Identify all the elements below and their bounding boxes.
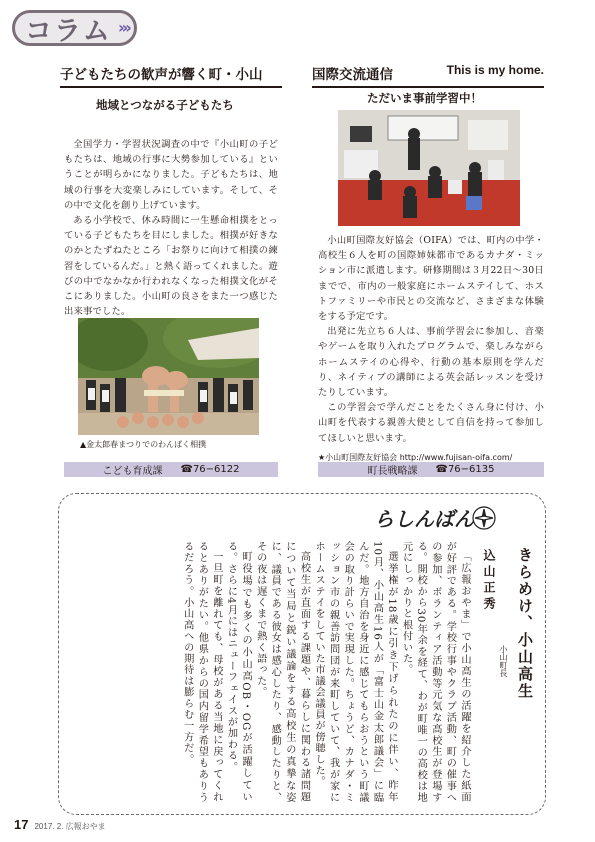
- column-title: コラム: [25, 15, 112, 47]
- rashinban-paragraph: 「広報おやま」で小山高生の活躍を紹介した紙面が好評である。学校行事やクラブ活動、町の催事への参加、ボランティア活動等元気な高校生が登場する。開校から30年余を経て、わが町唯一の高校は地元にしっかりと根付いた。: [400, 541, 470, 803]
- right-contact-bar: [318, 462, 544, 477]
- right-article-subheading: ただいま事前学習中！: [367, 91, 482, 105]
- contact-department: こども育成課: [102, 466, 163, 477]
- author-position: 小山町長: [499, 645, 508, 677]
- publication-info: 2017. 2. 広報おやま: [34, 822, 106, 831]
- sumo-photo-caption: ▲金太郎春まつりでのわんぱく相撲: [80, 440, 207, 449]
- left-article-subheading: 地域とつながる子どもたち: [96, 98, 234, 112]
- right-paragraph: 小山町国際友好協会（OIFA）では、町内の中学・高校生６人を町の国際姉妹都市であるカナダ・ミッション市に派遣します。研修期間は３月22日〜30日までで、市内の一般家庭にホームステイして、ホストファミリーや市民との交流など、さまざまな体験をする予定です。: [318, 235, 544, 323]
- right-heading-title: 国際交流通信: [312, 67, 393, 83]
- oifa-url-caption: ★小山町国際友好協会 http://www.fujisan-oifa.com/: [318, 453, 513, 462]
- chevron-right-icon: ›››: [118, 18, 129, 37]
- right-paragraph: この学習会で学んだことをたくさん身に付け、小山町を代表する親善大使として自信を持って参加してほしいと思います。: [318, 402, 544, 444]
- rashinban-paragraph: 高校生が直面する課題や、暮らしに関わる諸問題について当局と鋭い議論をする高校生の真摯な姿に、議員である彼女は感心したり、感動したりと、その夜は遅くまで熱く語った。: [254, 541, 310, 803]
- left-article-body: [64, 137, 278, 319]
- page-number: 17: [14, 817, 29, 832]
- contact-phone: ☎76−6122: [180, 464, 240, 475]
- contact-department: 町長戦略課: [367, 466, 418, 477]
- left-paragraph: 全国学力・学習状況調査の中で『小山町の子どもたちは、地域の行事に大勢参加している』ということが明らかになりました。子どもたちは、地域の行事を大変楽しみにしています。そして、その中で文化を創り上げています。: [64, 139, 278, 211]
- rashinban-paragraph: 選挙権が18歳に引き下げられたのに伴い、昨年10月、小山高生16人が「富士山金太郎議会」に臨んだ。地方自治を身近に感じてもらおうという町議会の取り計らいで実現した。ちょうど、カナダ・ミッション市の親善訪問団が来町していて、我が家にホームステイをしていた市議会議員が傍聴した。: [313, 541, 398, 803]
- left-contact-bar: [64, 462, 278, 477]
- right-paragraph: 出発に先立ち６人は、事前学習会に参加し、音楽やゲームを取り入れたプログラムで、楽しみながらホームステイの心得や、行動の基本原則を学んだり、ネイティブの講師による英会話レッスンを受けたりしています。: [318, 326, 544, 399]
- left-paragraph: ある小学校で、休み時間に一生懸命相撲をとっている子どもたちを目にしました。相撲が好きなのかとたずねたところ「お祭りに向けて相撲の練習をしているんだ。」と熱く語ってくれました。遊びの中でなかなか行われなくなった相撲文化がそこにありました。小山町の良さをまた一つ感じた出来事でした。: [64, 215, 278, 318]
- rashinban-author: [481, 541, 509, 806]
- rashinban-vertical-text: [96, 541, 536, 806]
- author-name: 込山正秀: [482, 549, 496, 613]
- sumo-photo: [78, 318, 259, 435]
- rashinban-paragraph: 町役場でも多くの小山高OB・OGが活躍している。さらに4月にはニューフェイスが加わる。: [225, 541, 252, 803]
- rashinban-logo: [372, 498, 502, 536]
- page-footer: [14, 817, 106, 832]
- right-article-body: [318, 233, 544, 446]
- left-article-heading: 子どもたちの歓声が響く町・小山: [60, 63, 282, 88]
- right-article-heading: [312, 63, 544, 88]
- right-heading-subtitle: This is my home.: [446, 63, 544, 77]
- contact-phone: ☎76−6135: [435, 464, 495, 475]
- rashinban-paragraph: 一旦町を離れても、母校がある当地に戻ってくれるとありがたい。他県からの国内留学希望もありうるだろう。小山高への期待は膨らむ一方だ。: [181, 541, 222, 803]
- rashinban-body: [179, 541, 471, 803]
- rashinban-logo-text: らしんばん: [374, 507, 474, 531]
- study-session-photo: [338, 110, 520, 226]
- rashinban-title: きらめけ、小山高生: [516, 547, 534, 700]
